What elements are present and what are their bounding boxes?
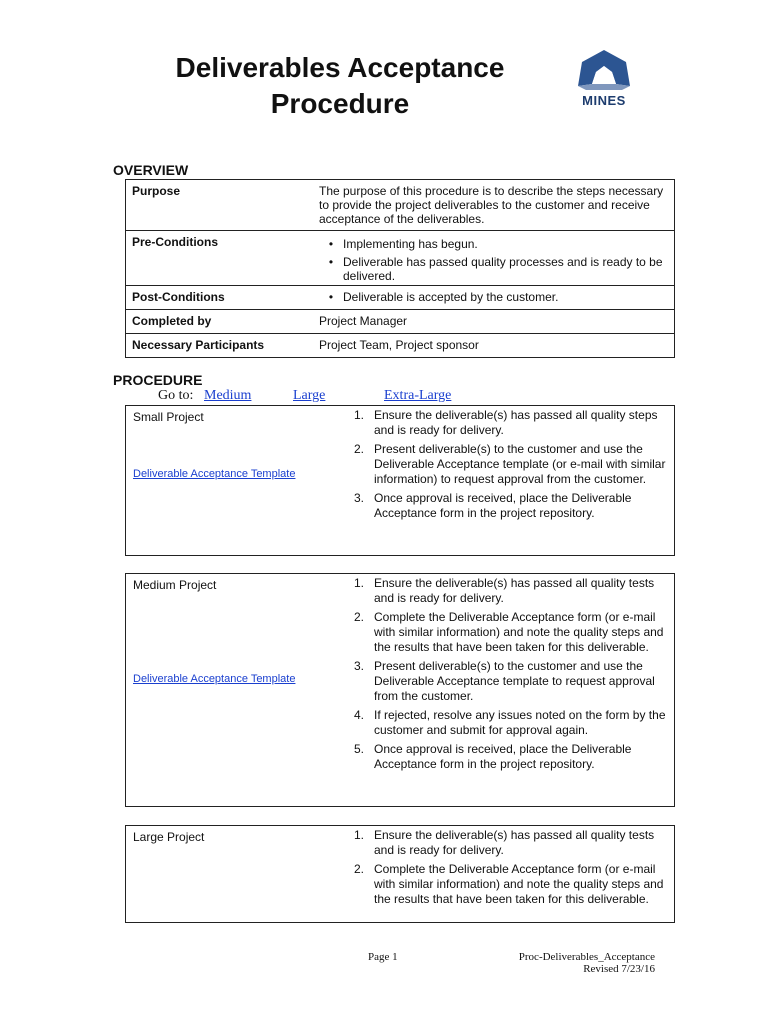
document-title xyxy=(120,50,560,122)
small-template-link[interactable]: Deliverable Acceptance Template xyxy=(133,468,296,480)
large-project-box xyxy=(125,825,675,923)
overview-table xyxy=(125,179,675,358)
goto-extra-large-link[interactable]: Extra-Large xyxy=(384,388,452,403)
completed-by-value: Project Manager xyxy=(319,314,408,328)
list-item: • Implementing has begun. xyxy=(328,237,478,251)
participants-value: Project Team, Project sponsor xyxy=(319,338,479,352)
postconditions-label: Post-Conditions xyxy=(132,290,225,304)
medium-steps xyxy=(336,576,666,776)
medium-template-link[interactable]: Deliverable Acceptance Template xyxy=(133,673,296,685)
list-item: 2. Complete the Deliverable Acceptance form (or e-mail with similar information) and note the quality steps and the results that have been taken for this deliverable. xyxy=(353,862,664,906)
purpose-value: The purpose of this procedure is to describe the steps necessary to provide the project deliverables to the customer and receive acceptance of the deliverables. xyxy=(319,184,664,226)
table-row xyxy=(126,309,674,333)
list-item: 3. Once approval is received, place the Deliverable Acceptance form in the project repository. xyxy=(353,491,632,520)
table-row xyxy=(126,333,674,357)
table-row xyxy=(126,285,674,309)
large-steps xyxy=(336,828,666,911)
medium-project-box xyxy=(125,573,675,807)
page-number: Page 1 xyxy=(368,951,398,963)
list-item: 1. Ensure the deliverable(s) has passed all quality steps and is ready for delivery. xyxy=(353,408,658,437)
goto-label: Go to: xyxy=(158,388,194,403)
medium-project-name: Medium Project xyxy=(133,578,217,592)
logo-text: MINES xyxy=(582,93,626,108)
list-item: 4. If rejected, resolve any issues noted on the form by the customer and submit for approval again. xyxy=(353,708,666,737)
postconditions-value xyxy=(313,286,674,309)
list-item: • Deliverable is accepted by the customer. xyxy=(328,290,559,304)
table-row xyxy=(126,230,674,285)
small-project-box xyxy=(125,405,675,556)
table-row xyxy=(126,180,674,230)
footer-revised: Revised 7/23/16 xyxy=(583,963,655,975)
preconditions-value xyxy=(313,231,674,285)
title-line-1: Deliverables Acceptance xyxy=(175,52,505,83)
small-steps xyxy=(336,408,666,525)
footer-doc-info xyxy=(500,951,655,975)
small-project-name: Small Project xyxy=(133,410,204,424)
title-line-2: Procedure xyxy=(270,88,410,119)
completed-by-label: Completed by xyxy=(132,314,212,328)
footer-doc-name: Proc-Deliverables_Acceptance xyxy=(518,951,655,963)
participants-label: Necessary Participants xyxy=(132,338,265,352)
goto-large-link[interactable]: Large xyxy=(293,388,326,403)
list-item: 1. Ensure the deliverable(s) has passed all quality tests and is ready for delivery. xyxy=(353,576,655,605)
list-item: 1. Ensure the deliverable(s) has passed all quality tests and is ready for delivery. xyxy=(353,828,655,857)
large-project-name: Large Project xyxy=(133,830,205,844)
preconditions-label: Pre-Conditions xyxy=(132,235,218,249)
list-item: 5. Once approval is received, place the Deliverable Acceptance form in the project repository. xyxy=(353,742,632,771)
procedure-heading: PROCEDURE xyxy=(113,372,203,388)
purpose-label: Purpose xyxy=(132,184,181,198)
overview-heading: OVERVIEW xyxy=(113,162,189,178)
list-item: 3. Present deliverable(s) to the customer and use the Deliverable Acceptance template to request approval from the customer. xyxy=(353,659,655,703)
list-item: 2. Present deliverable(s) to the customer and use the Deliverable Acceptance template (or e-mail with similar information) to request approval from the customer. xyxy=(353,442,666,486)
goto-medium-link[interactable]: Medium xyxy=(204,388,252,403)
list-item: 2. Complete the Deliverable Acceptance form (or e-mail with similar information) and note the quality steps and the results that have been taken for this deliverable. xyxy=(353,610,664,654)
list-item: • Deliverable has passed quality processes and is ready to be delivered. xyxy=(328,255,663,283)
goto-nav xyxy=(158,388,478,406)
